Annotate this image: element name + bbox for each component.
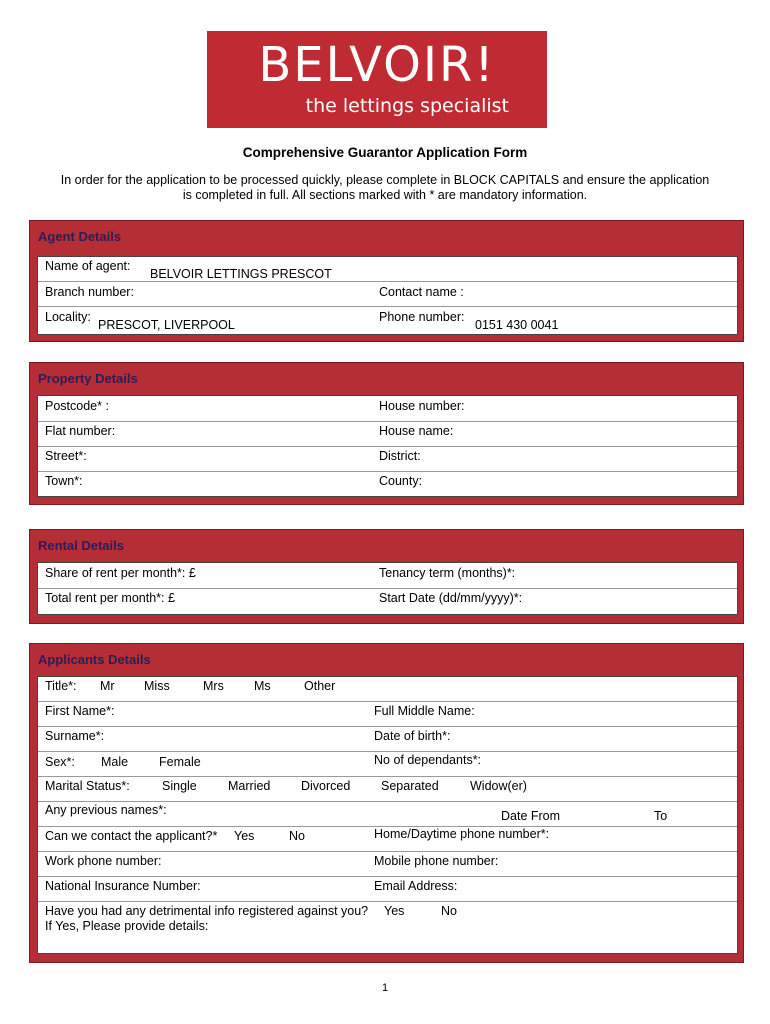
property-row-2	[38, 421, 737, 447]
surname-label: Surname*:	[45, 729, 105, 743]
district-label: District:	[379, 449, 421, 463]
phone-number-value[interactable]: 0151 430 0041	[475, 318, 559, 332]
logo-tagline: the lettings specialist	[305, 95, 509, 117]
marital-row	[38, 776, 737, 802]
town-label: Town*:	[45, 474, 83, 488]
rental-details-section	[29, 529, 744, 624]
date-from-label: Date From	[501, 809, 561, 823]
share-rent-label: Share of rent per month*: £	[45, 566, 196, 580]
middle-name-label: Full Middle Name:	[374, 704, 475, 718]
property-row-3	[38, 446, 737, 472]
house-number-label: House number:	[379, 399, 465, 413]
title-mrs-label: Mrs	[203, 679, 224, 693]
property-row-4	[38, 471, 737, 496]
agent-row-locality	[38, 306, 737, 334]
title-row	[38, 677, 737, 702]
home-phone-label: Home/Daytime phone number*:	[374, 827, 550, 841]
start-date-label: Start Date (dd/mm/yyyy)*:	[379, 591, 523, 605]
contact-row	[38, 826, 737, 852]
county-label: County:	[379, 474, 423, 488]
married-label: Married	[228, 779, 271, 793]
locality-value[interactable]: PRESCOT, LIVERPOOL	[98, 318, 235, 332]
logo-brand: BELVOIR!	[258, 37, 496, 93]
sex-female-label: Female	[159, 755, 201, 769]
title-ms-label: Ms	[254, 679, 271, 693]
widow-label: Widow(er)	[470, 779, 527, 793]
property-details-box	[37, 395, 738, 497]
contact-question-label: Can we contact the applicant?*	[45, 829, 218, 843]
applicants-details-box	[37, 676, 738, 954]
single-label: Single	[162, 779, 197, 793]
total-rent-label: Total rent per month*: £	[45, 591, 175, 605]
work-phone-row	[38, 851, 737, 877]
agent-name-label: Name of agent:	[45, 259, 131, 273]
title-miss-label: Miss	[144, 679, 170, 693]
divorced-label: Divorced	[301, 779, 351, 793]
agent-name-value[interactable]: BELVOIR LETTINGS PRESCOT	[150, 267, 332, 281]
rental-details-box	[37, 562, 738, 615]
property-details-heading: Property Details	[38, 371, 138, 386]
postcode-label: Postcode* :	[45, 399, 109, 413]
details-label: If Yes, Please provide details:	[45, 919, 209, 933]
previous-names-row	[38, 801, 737, 827]
separated-label: Separated	[381, 779, 439, 793]
agent-details-section	[29, 220, 744, 342]
date-to-label: To	[654, 809, 668, 823]
form-title: Comprehensive Guarantor Application Form	[242, 145, 528, 160]
house-name-label: House name:	[379, 424, 454, 438]
detrimental-question-label: Have you had any detrimental info registered against you?	[45, 904, 369, 918]
branch-number-label: Branch number:	[45, 285, 134, 299]
agent-details-heading: Agent Details	[38, 229, 122, 244]
property-row-1	[38, 396, 737, 422]
mobile-phone-label: Mobile phone number:	[374, 854, 499, 868]
applicants-details-section	[29, 643, 744, 963]
contact-name-label: Contact name :	[379, 285, 464, 299]
rental-row-1	[38, 563, 737, 589]
agent-row-name	[38, 257, 737, 282]
belvoir-logo	[207, 31, 547, 128]
contact-no-label: No	[289, 829, 305, 843]
flat-number-label: Flat number:	[45, 424, 116, 438]
title-label: Title*:	[45, 679, 77, 693]
work-phone-label: Work phone number:	[45, 854, 162, 868]
first-name-label: First Name*:	[45, 704, 115, 718]
contact-yes-label: Yes	[234, 829, 255, 843]
title-mr-label: Mr	[100, 679, 115, 693]
sex-label: Sex*:	[45, 755, 75, 769]
tenancy-term-label: Tenancy term (months)*:	[379, 566, 516, 580]
ni-row	[38, 876, 737, 902]
locality-label: Locality:	[45, 310, 91, 324]
detrimental-yes-label: Yes	[384, 904, 405, 918]
rental-row-2	[38, 588, 737, 614]
street-label: Street*:	[45, 449, 87, 463]
email-label: Email Address:	[374, 879, 458, 893]
name-row	[38, 701, 737, 727]
phone-number-label: Phone number:	[379, 310, 465, 324]
rental-details-heading: Rental Details	[38, 538, 124, 553]
agent-row-branch	[38, 281, 737, 307]
applicants-details-heading: Applicants Details	[38, 652, 151, 667]
dependants-label: No of dependants*:	[374, 753, 482, 767]
sex-row	[38, 751, 737, 777]
surname-row	[38, 726, 737, 752]
intro-text: In order for the application to be processed quickly, please complete in BLOCK CAPITALS and ensure the application is completed in full. All sections marked with * are mandatory information.	[60, 173, 710, 202]
detrimental-no-label: No	[441, 904, 457, 918]
property-details-section	[29, 362, 744, 505]
detrimental-row	[38, 901, 737, 953]
marital-status-label: Marital Status*:	[45, 779, 130, 793]
page-number: 1	[381, 982, 389, 994]
sex-male-label: Male	[101, 755, 129, 769]
title-other-label: Other	[304, 679, 336, 693]
agent-details-box	[37, 256, 738, 335]
ni-label: National Insurance Number:	[45, 879, 201, 893]
previous-names-label: Any previous names*:	[45, 803, 167, 817]
dob-label: Date of birth*:	[374, 729, 451, 743]
